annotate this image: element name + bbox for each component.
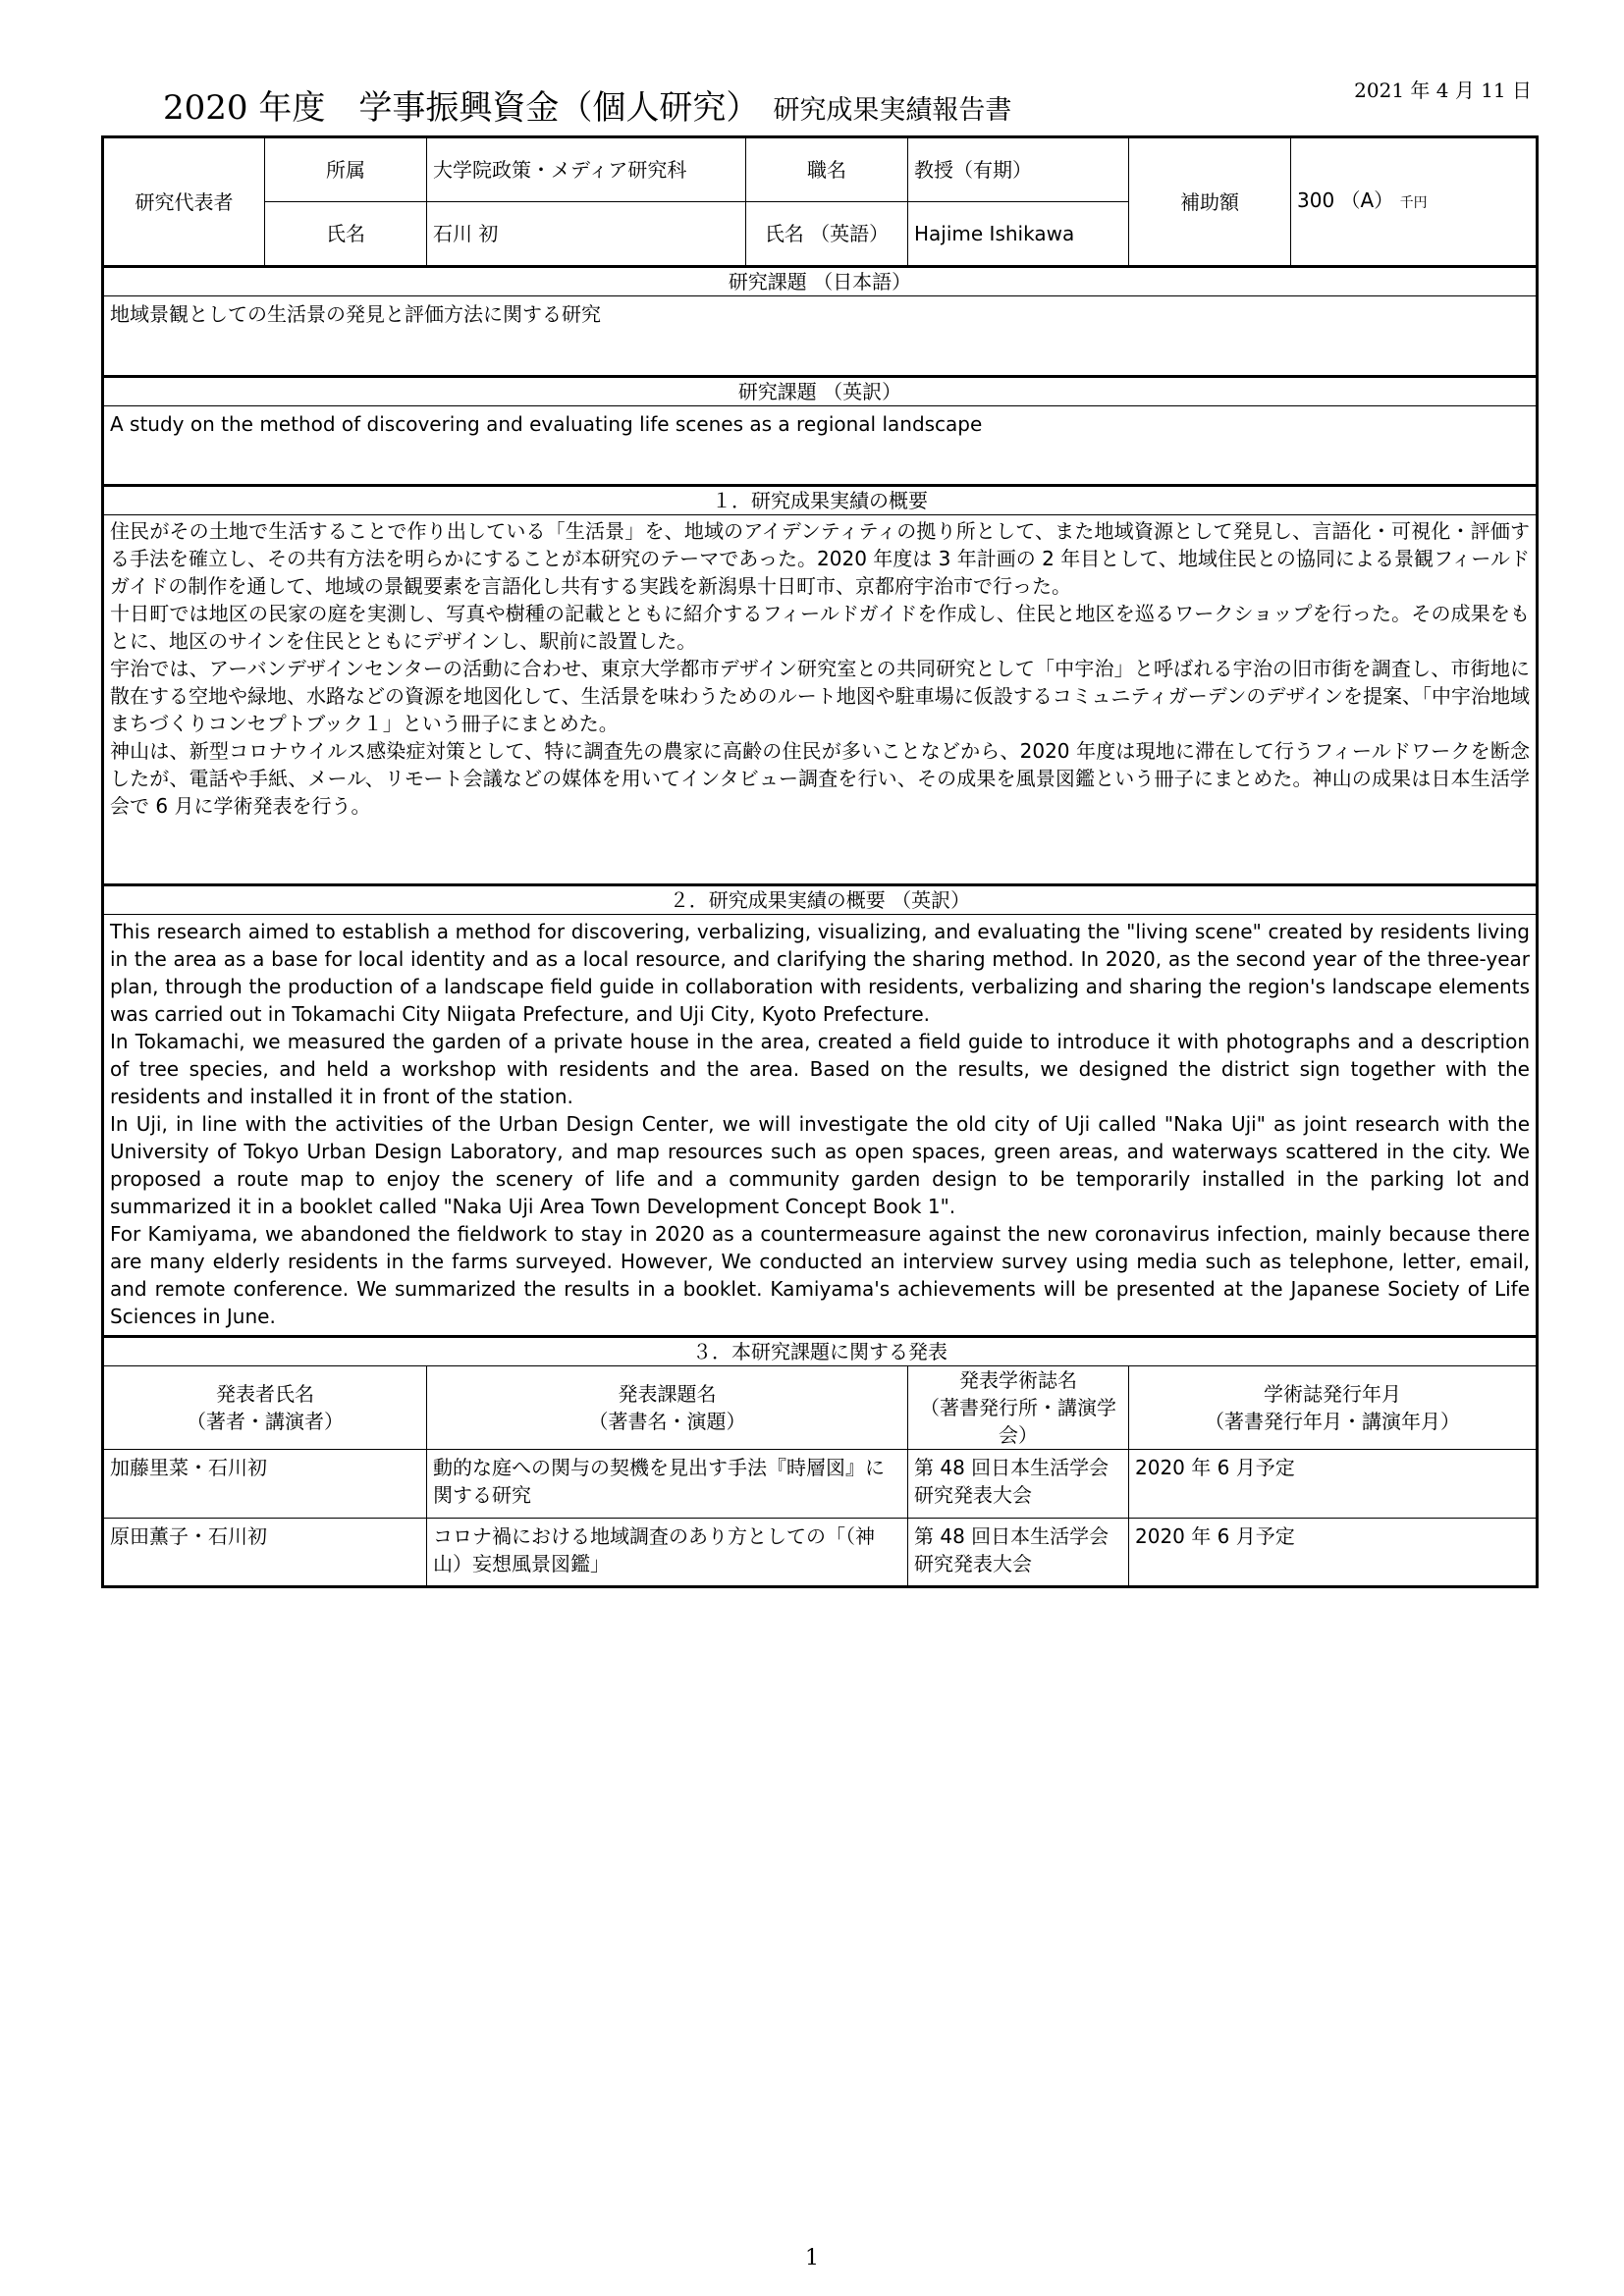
summary-en-body xyxy=(103,915,1538,1337)
title-en-value-cell xyxy=(103,406,1538,486)
summary-en-heading-row xyxy=(103,885,1538,915)
col-header-line: 学術誌発行年月 xyxy=(1264,1382,1401,1406)
col-header-line: （著者・講演者） xyxy=(187,1410,344,1433)
name-label: 氏名 xyxy=(265,202,427,267)
title-sub: 研究成果実績報告書 xyxy=(773,95,1012,126)
publication-date: 2020 年 6 月予定 xyxy=(1129,1519,1538,1587)
col-header-line: （著書発行年月・講演年月） xyxy=(1205,1410,1460,1433)
affiliation-value: 大学院政策・メディア研究科 xyxy=(427,137,746,202)
report-table xyxy=(101,135,1539,1588)
grant-amount: 300 （A） xyxy=(1297,188,1394,212)
grant-amount-cell xyxy=(1291,137,1538,267)
summary-en-paragraph: In Uji, in line with the activities of the Urban Design Center, we will investigate the old city of Uji called "Naka Uji" as joint research with the University of Tokyo Urban Design Laboratory, and map resources such as open spaces, green areas, and waterways scattered in the city. We proposed a route map to enjoy the scenery of life and a community garden design to be temporarily installed in the parking lot and summarized it in a booklet called "Naka Uji Area Town Development Concept Book 1". xyxy=(110,1112,1530,1218)
summary-jp-paragraph: 十日町では地区の民家の庭を実測し、写真や樹種の記載とともに紹介するフィールドガイドを作成し、住民と地区を巡るワークショップを行った。その成果をもとに、地区のサインを住民とともにデザインし、駅前に設置した。 xyxy=(110,602,1530,653)
col-header-line: 発表課題名 xyxy=(618,1382,717,1406)
summary-en-paragraph: In Tokamachi, we measured the garden of a private house in the area, created a field guide to introduce it with photographs and a description of tree species, and held a workshop with residents and the area. Based on the results, we designed the district sign together with the residents and installed it in front of the station. xyxy=(110,1030,1530,1108)
publication-authors: 原田薫子・石川初 xyxy=(103,1519,427,1587)
col-header-title xyxy=(427,1366,908,1450)
affiliation-label: 所属 xyxy=(265,137,427,202)
publication-venue: 第 48 回日本生活学会研究発表大会 xyxy=(908,1519,1129,1587)
title-en-row xyxy=(103,406,1538,486)
col-header-venue xyxy=(908,1366,1129,1450)
title-jp-heading: 研究課題 （日本語） xyxy=(103,267,1538,296)
page-number: 1 xyxy=(805,2246,819,2270)
title-en-heading: 研究課題 （英訳） xyxy=(103,377,1538,406)
position-label: 職名 xyxy=(746,137,908,202)
col-header-line: （著書発行所・講演学会） xyxy=(920,1396,1116,1447)
document-title xyxy=(163,80,1011,129)
summary-jp-row xyxy=(103,515,1538,885)
summary-en-heading: ２．研究成果実績の概要 （英訳） xyxy=(103,885,1538,915)
report-date: 2021 年 4 月 11 日 xyxy=(1354,79,1532,102)
col-header-line: （著書名・演題） xyxy=(588,1410,746,1433)
table-row xyxy=(103,1519,1538,1587)
col-header-line: 発表学術誌名 xyxy=(959,1368,1077,1392)
summary-en-paragraph: For Kamiyama, we abandoned the fieldwork to stay in 2020 as a countermeasure against the new coronavirus infection, mainly because there are many elderly residents in the farms surveyed. However, We conducted an interview survey using media such as telephone, letter, email, and remote conference. We summarized the results in a booklet. Kamiyama's achievements will be presented at the Japanese Society of Life Sciences in June. xyxy=(110,1222,1530,1328)
title-en-value: A study on the method of discovering and evaluating life scenes as a regional landscape xyxy=(110,412,983,436)
name-en-value: Hajime Ishikawa xyxy=(908,202,1129,267)
title-jp-row xyxy=(103,296,1538,377)
researcher-row-1 xyxy=(103,137,1538,202)
summary-jp-body xyxy=(103,515,1538,885)
title-en-heading-row xyxy=(103,377,1538,406)
publications-header-row xyxy=(103,1366,1538,1450)
researcher-label: 研究代表者 xyxy=(103,137,265,267)
grant-label: 補助額 xyxy=(1129,137,1291,267)
summary-en-paragraph: This research aimed to establish a method for discovering, verbalizing, visualizing, and evaluating the "living scene" created by residents living in the area as a base for local identity and as a local resource, and clarifying the sharing method. In 2020, as the second year of the three-year plan, through the production of a landscape field guide in collaboration with residents, verbalizing and sharing the region's landscape elements was carried out in Tokamachi City Niigata Prefecture, and Uji City, Kyoto Prefecture. xyxy=(110,920,1530,1026)
summary-jp-paragraph: 宇治では、アーバンデザインセンターの活動に合わせ、東京大学都市デザイン研究室との共同研究として「中宇治」と呼ばれる宇治の旧市街を調査し、市街地に散在する空地や緑地、水路などの資源を地図化して、生活景を味わうためのルート地図や駐車場に仮設するコミュニティガーデンのデザインを提案、「中宇治地域まちづくりコンセプトブック１」という冊子にまとめた。 xyxy=(110,657,1530,735)
summary-jp-heading: １．研究成果実績の概要 xyxy=(103,486,1538,515)
title-jp-heading-row xyxy=(103,267,1538,296)
publication-authors: 加藤里菜・石川初 xyxy=(103,1450,427,1519)
grant-unit: 千円 xyxy=(1399,195,1428,211)
summary-en-row xyxy=(103,915,1538,1337)
name-value: 石川 初 xyxy=(427,202,746,267)
publication-venue: 第 48 回日本生活学会研究発表大会 xyxy=(908,1450,1129,1519)
publication-date: 2020 年 6 月予定 xyxy=(1129,1450,1538,1519)
publications-heading-row xyxy=(103,1337,1538,1366)
summary-jp-paragraph: 住民がその土地で生活することで作り出している「生活景」を、地域のアイデンティティの拠り所として、また地域資源として発見し、言語化・可視化・評価する手法を確立し、その共有方法を明らかにすることが本研究のテーマであった。2020 年度は 3 年計画の 2 年目として、地域住民との協同による景観フィールドガイドの制作を通して、地域の景観要素を言語化し共有する実践を新潟県十日町市、京都府宇治市で行った。 xyxy=(110,519,1530,598)
title-jp-value: 地域景観としての生活景の発見と評価方法に関する研究 xyxy=(103,296,1538,377)
name-en-label: 氏名 （英語） xyxy=(746,202,908,267)
summary-jp-heading-row xyxy=(103,486,1538,515)
col-header-authors xyxy=(103,1366,427,1450)
table-row xyxy=(103,1450,1538,1519)
position-value: 教授（有期） xyxy=(908,137,1129,202)
summary-jp-paragraph: 神山は、新型コロナウイルス感染症対策として、特に調査先の農家に高齢の住民が多いことなどから、2020 年度は現地に滞在して行うフィールドワークを断念したが、電話や手紙、メール、リモート会議などの媒体を用いてインタビュー調査を行い、その成果を風景図鑑という冊子にまとめた。神山の成果は日本生活学会で 6 月に学術発表を行う。 xyxy=(110,739,1530,818)
col-header-date xyxy=(1129,1366,1538,1450)
col-header-line: 発表者氏名 xyxy=(216,1382,314,1406)
publications-heading: ３．本研究課題に関する発表 xyxy=(103,1337,1538,1366)
publication-title: コロナ禍における地域調査のあり方としての「（神山）妄想風景図鑑」 xyxy=(427,1519,908,1587)
title-main: 2020 年度 学事振興資金（個人研究） xyxy=(163,88,760,128)
publication-title: 動的な庭への関与の契機を見出す手法『時層図』に関する研究 xyxy=(427,1450,908,1519)
